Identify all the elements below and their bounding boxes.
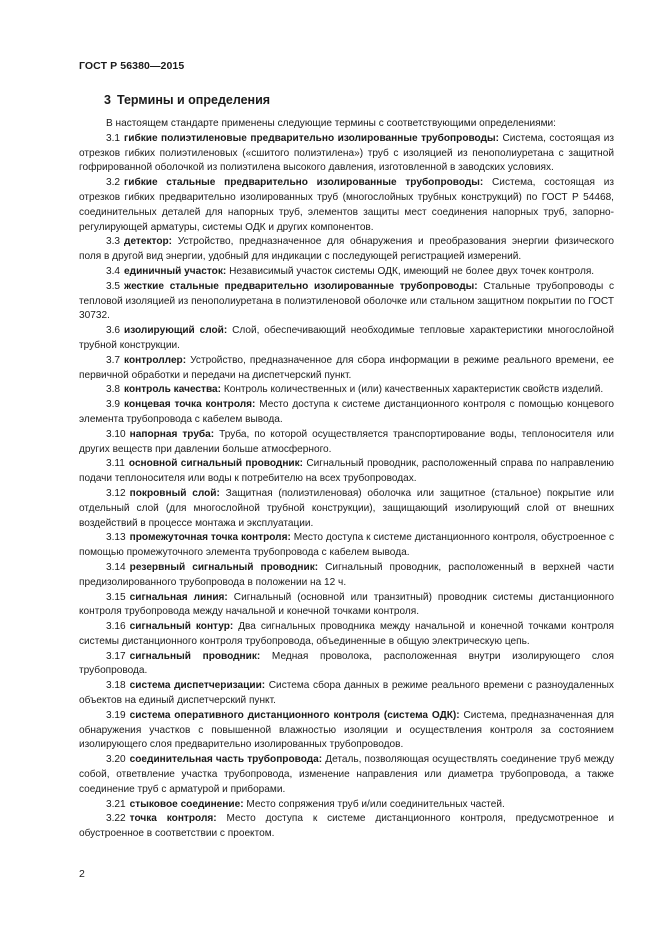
term-number: 3.8 <box>106 384 121 396</box>
term-entry <box>79 280 614 324</box>
term-number: 3.2 <box>106 177 121 189</box>
term-number: 3.7 <box>106 354 121 366</box>
term-number: 3.1 <box>106 132 121 144</box>
term-definition: Система, состоящая из отрезков гибких полиэтиленовых («сшитого полиэтилена») труб с изоляцией из пенополиуретана с защитной гофрированной оболочкой из полиэтилена высокого давления, изготовленной в заводских условиях. <box>79 132 614 174</box>
document-body <box>79 117 614 842</box>
term-definition: Стальные трубопроводы с тепловой изоляцией из пенополиуретана в полиэтиленовой оболочке или стальном защитном покрытии по ГОСТ 30732. <box>79 280 614 322</box>
term-definition: Место сопряжения труб и/или соединительных частей. <box>246 798 505 810</box>
term-definition: Место доступа к системе дистанционного контроля, обустроенное с помощью промежуточного элемента трубопровода с кабелем вывода. <box>79 532 614 559</box>
term-definition: Медная проволока, расположенная внутри изолирующего слоя трубопровода. <box>79 650 614 677</box>
term-entry <box>79 620 614 650</box>
term-definition: Деталь, позволяющая осуществлять соединение труб между собой, ответвление участка трубопровода, изменение направления или диаметра трубопровода, а также соединение труб с арматурой и приборами. <box>79 754 614 795</box>
term-name: сигнальный проводник: <box>129 650 261 662</box>
term-definition: Два сигнальных проводника между начальной и конечной точками контроля системы дистанционного контроля трубопровода, объединенные в общую электрическую цепь. <box>79 621 614 647</box>
term-number: 3.15 <box>106 591 126 603</box>
term-number: 3.19 <box>106 709 126 721</box>
term-entry <box>79 324 614 354</box>
term-entry <box>79 591 614 621</box>
section-title: Термины и определения <box>116 93 271 107</box>
term-definition: Система, предназначенная для обнаружения участков с повышенной влажностью изоляции и осуществления контроля за состоянием изолирующего слоя предварительно изолированных трубопроводов. <box>79 709 614 751</box>
term-name: система диспетчеризации: <box>129 680 266 692</box>
term-entry <box>79 650 614 680</box>
term-number: 3.5 <box>106 280 121 292</box>
term-definition: Система, состоящая из отрезков гибких предварительно изолированных труб (многослойных трубных конструкций) по ГОСТ Р 54468, соединительных деталей для напорных труб, элементов защиты мест соединения напорных труб, запорно-регулирующей арматуры, системы ОДК и других компонентов. <box>79 177 615 233</box>
term-name: жесткие стальные предварительно изолированные трубопроводы: <box>124 280 478 292</box>
term-definition: Система сбора данных в режиме реального времени с разноудаленных объектов на единый диспетчерский пункт. <box>79 680 614 707</box>
term-entry <box>79 235 614 265</box>
term-definition: Сигнальный проводник, расположенный справа по направлению подачи теплоносителя или воды к потребителю на всех трубопроводах. <box>79 458 614 485</box>
term-entry <box>79 561 614 591</box>
term-entry <box>79 753 614 797</box>
term-definition: Устройство, предназначенное для обнаружения и преобразования энергии физического поля в другой вид энергии, удобный для индикации с последующей регистрацией измерений. <box>79 236 614 263</box>
term-number: 3.3 <box>106 236 121 248</box>
term-name: стыковое соединение: <box>129 798 244 810</box>
term-entry <box>79 812 614 842</box>
term-number: 3.9 <box>106 399 121 411</box>
intro-paragraph: В настоящем стандарте применены следующие термины с соответствующими определениями: <box>106 118 556 129</box>
term-name: контроллер: <box>124 354 187 366</box>
term-entry <box>79 176 614 235</box>
term-definition: Сигнальный (основной или транзитный) проводник системы дистанционного контроля трубопровода между начальной и конечной точками контроля. <box>79 591 614 618</box>
term-definition: Контроль количественных и (или) качественных характеристик свойств изделий. <box>223 384 604 396</box>
term-name: соединительная часть трубопровода: <box>129 754 323 766</box>
term-definition: Защитная (полиэтиленовая) оболочка или защитное (стальное) покрытие или отдельный слой (для многослойной трубной конструкции), защищающий изолирующий слой от внешних воздействий в процессе монтажа и эксплуатации. <box>79 487 615 529</box>
term-entry <box>79 398 614 428</box>
term-name: резервный сигнальный проводник: <box>129 561 319 573</box>
term-definition: Сигнальный проводник, расположенный в верхней части предизолированного трубопровода в положении на 12 ч. <box>79 561 614 588</box>
term-name: детектор: <box>124 236 173 248</box>
term-name: контроль качества: <box>124 384 222 396</box>
term-entry <box>79 531 614 561</box>
term-entry <box>79 709 614 753</box>
standard-designation: ГОСТ Р 56380—2015 <box>79 60 185 72</box>
term-name: изолирующий слой: <box>124 325 228 337</box>
term-number: 3.13 <box>106 532 126 544</box>
term-number: 3.16 <box>106 621 126 633</box>
term-name: покровный слой: <box>129 487 220 499</box>
section-number: 3 <box>104 93 111 107</box>
term-name: гибкие полиэтиленовые предварительно изолированные трубопроводы: <box>124 132 499 144</box>
term-name: основной сигнальный проводник: <box>128 458 304 470</box>
term-name: единичный участок: <box>124 265 227 277</box>
term-name: напорная труба: <box>129 428 215 440</box>
term-entry <box>79 132 614 176</box>
term-entry <box>79 457 614 487</box>
term-name: система оперативного дистанционного контроля (система ОДК): <box>129 709 460 721</box>
term-entry <box>79 383 614 398</box>
term-name: сигнальный контур: <box>129 621 234 633</box>
term-entry <box>79 354 614 384</box>
term-number: 3.10 <box>106 428 126 440</box>
page-number: 2 <box>79 868 85 880</box>
term-definition: Место доступа к системе дистанционного контроля с помощью концевого элемента трубопровода с кабелем вывода. <box>79 399 614 425</box>
term-entry <box>79 428 614 458</box>
term-number: 3.18 <box>106 680 126 692</box>
term-number: 3.11 <box>106 458 125 470</box>
term-name: гибкие стальные предварительно изолированные трубопроводы: <box>124 177 484 189</box>
term-number: 3.4 <box>106 265 121 277</box>
term-number: 3.20 <box>106 754 126 766</box>
term-entry <box>79 487 614 531</box>
term-number: 3.6 <box>106 325 121 337</box>
term-name: концевая точка контроля: <box>124 399 256 411</box>
term-name: промежуточная точка контроля: <box>129 532 291 544</box>
term-entry <box>79 679 614 709</box>
term-definition: Независимый участок системы ОДК, имеющий не более двух точек контроля. <box>229 265 595 277</box>
section-heading <box>104 93 270 107</box>
term-number: 3.21 <box>106 798 126 810</box>
term-definition: Слой, обеспечивающий необходимые тепловые характеристики многослойной трубной конструкции. <box>79 325 614 351</box>
term-entry <box>79 265 614 280</box>
term-number: 3.14 <box>106 561 126 573</box>
term-name: точка контроля: <box>129 813 217 825</box>
term-number: 3.22 <box>106 813 126 825</box>
term-definition: Место доступа к системе дистанционного контроля, предусмотренное и обустроенное в соответствии с проектом. <box>79 813 615 840</box>
term-number: 3.12 <box>106 487 126 499</box>
term-number: 3.17 <box>106 650 126 662</box>
term-definition: Труба, по которой осуществляется транспортирование воды, теплоносителя или других веществ при давлении больше атмосферного. <box>79 428 614 455</box>
term-definition: Устройство, предназначенное для сбора информации в режиме реального времени, ее первичной обработки и передачи на диспетчерский пункт. <box>79 354 615 381</box>
term-name: сигнальная линия: <box>129 591 228 603</box>
term-entry <box>79 798 614 813</box>
